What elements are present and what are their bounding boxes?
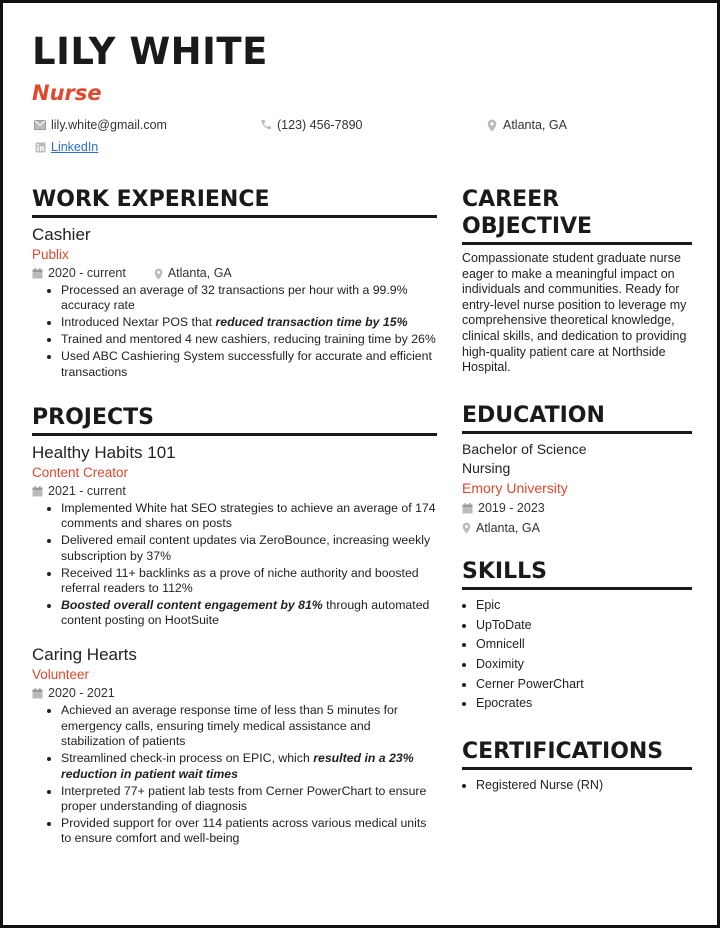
skill-item: • Doximity	[476, 655, 692, 673]
project-meta	[32, 685, 437, 702]
work-dates-text: 2020 - current	[48, 266, 126, 280]
education-degree: Bachelor of Science	[462, 440, 587, 457]
bullet-item: • Processed an average of 32 transactions per hour with a 99.9% accuracy rate	[61, 283, 437, 314]
certifications-list	[462, 776, 692, 794]
location-text: Atlanta, GA	[503, 118, 567, 132]
project-entry	[32, 442, 437, 629]
skill-item: • Epic	[476, 596, 692, 614]
candidate-name: LILY WHITE	[32, 30, 268, 73]
calendar-icon	[32, 268, 43, 279]
linkedin-icon	[34, 141, 46, 153]
skills-list	[462, 596, 692, 712]
project-title: Caring Hearts	[32, 645, 137, 665]
linkedin-contact	[34, 140, 98, 154]
map-pin-icon	[486, 119, 498, 131]
bullet-item: • Trained and mentored 4 new cashiers, reducing training time by 26%	[61, 332, 437, 347]
education-dates-text: 2019 - 2023	[478, 501, 545, 516]
work-dates	[32, 265, 126, 282]
project-dates	[32, 483, 126, 500]
phone-text: (123) 456-7890	[277, 118, 363, 132]
bullet-item: • Streamlined check-in process on EPIC, which resulted in a 23% reduction in patient wait times	[61, 751, 437, 782]
work-employer: Publix	[32, 247, 69, 262]
education-school: Emory University	[462, 479, 568, 496]
career-objective-heading	[462, 186, 692, 245]
education-dates	[462, 498, 692, 518]
skill-item: • UpToDate	[476, 616, 692, 634]
certification-item: • Registered Nurse (RN)	[476, 776, 692, 794]
phone-contact	[260, 118, 362, 132]
work-entry	[32, 224, 437, 380]
project-dates-text: 2020 - 2021	[48, 686, 115, 701]
work-bullets	[32, 283, 437, 380]
email-text: lily.white@gmail.com	[51, 118, 167, 132]
projects-heading: PROJECTS	[32, 404, 437, 436]
project-dates-text: 2021 - current	[48, 483, 126, 498]
calendar-icon	[462, 503, 473, 514]
bullet-item: • Interpreted 77+ patient lab tests from Cerner PowerChart to ensure proper understanding of diagnosis	[61, 784, 437, 815]
bullet-item: • Delivered email content updates via ZeroBounce, increasing weekly subscription by 37%	[61, 533, 437, 564]
project-bullets	[32, 703, 437, 846]
work-location-text: Atlanta, GA	[167, 266, 232, 280]
skills-heading: SKILLS	[462, 558, 692, 590]
education-field: Nursing	[462, 460, 511, 477]
left-column	[32, 186, 437, 848]
skill-item: • Cerner PowerChart	[476, 675, 692, 693]
bullet-item: • Received 11+ backlinks as a prove of niche authority and boosted referral readers to 112%	[61, 566, 437, 597]
job-title: Nurse	[32, 81, 102, 105]
phone-icon	[260, 119, 272, 131]
project-dates	[32, 685, 115, 702]
project-role: Volunteer	[32, 667, 90, 683]
education-heading: EDUCATION	[462, 402, 692, 434]
bullet-item: • Boosted overall content engagement by 81% through automated content posting on HootSuite	[61, 598, 437, 629]
envelope-icon	[34, 119, 46, 131]
right-column	[462, 186, 692, 795]
map-pin-icon	[462, 522, 471, 534]
work-meta	[32, 265, 437, 282]
bullet-item: • Provided support for over 114 patients across various medical units to ensure comfort and well-being	[61, 816, 437, 847]
project-meta	[32, 483, 437, 500]
career-objective-heading-line1: CAREER	[462, 187, 560, 212]
bullet-item: • Used ABC Cashiering System successfully for accurate and efficient transactions	[61, 349, 437, 380]
work-location	[154, 265, 232, 282]
location-contact	[486, 118, 567, 132]
work-job-title: Cashier	[32, 225, 91, 244]
calendar-icon	[32, 688, 43, 699]
email-contact	[34, 118, 167, 132]
project-role: Content Creator	[32, 464, 129, 480]
calendar-icon	[32, 486, 43, 497]
bullet-item: • Introduced Nextar POS that reduced transaction time by 15%	[61, 315, 437, 330]
certifications-heading: CERTIFICATIONS	[462, 738, 692, 770]
project-bullets	[32, 501, 437, 629]
linkedin-link[interactable]: LinkedIn	[51, 140, 99, 154]
career-objective-heading-line2: OBJECTIVE	[462, 214, 593, 239]
project-title: Healthy Habits 101	[32, 442, 176, 462]
skill-item: • Omnicell	[476, 635, 692, 653]
map-pin-icon	[154, 268, 163, 280]
education-location	[462, 518, 692, 538]
education-location-text: Atlanta, GA	[476, 521, 540, 536]
skill-item: • Epocrates	[476, 694, 692, 712]
project-entry	[32, 644, 437, 846]
work-experience-heading: WORK EXPERIENCE	[32, 186, 437, 218]
bullet-item: • Achieved an average response time of less than 5 minutes for emergency calls, ensuring timely medical assistance and stabilization of patients	[61, 703, 437, 749]
career-objective-text: Compassionate student graduate nurse eager to make a meaningful impact on individuals and communities. Ready for entry-level nurse position to leverage my comprehensive theoretical knowledge, clinical skills, and dedication to providing high-quality patient care at Northside Hospital.	[462, 251, 687, 375]
bullet-item: • Implemented White hat SEO strategies to achieve an average of 174 comments and shares on posts	[61, 501, 437, 532]
